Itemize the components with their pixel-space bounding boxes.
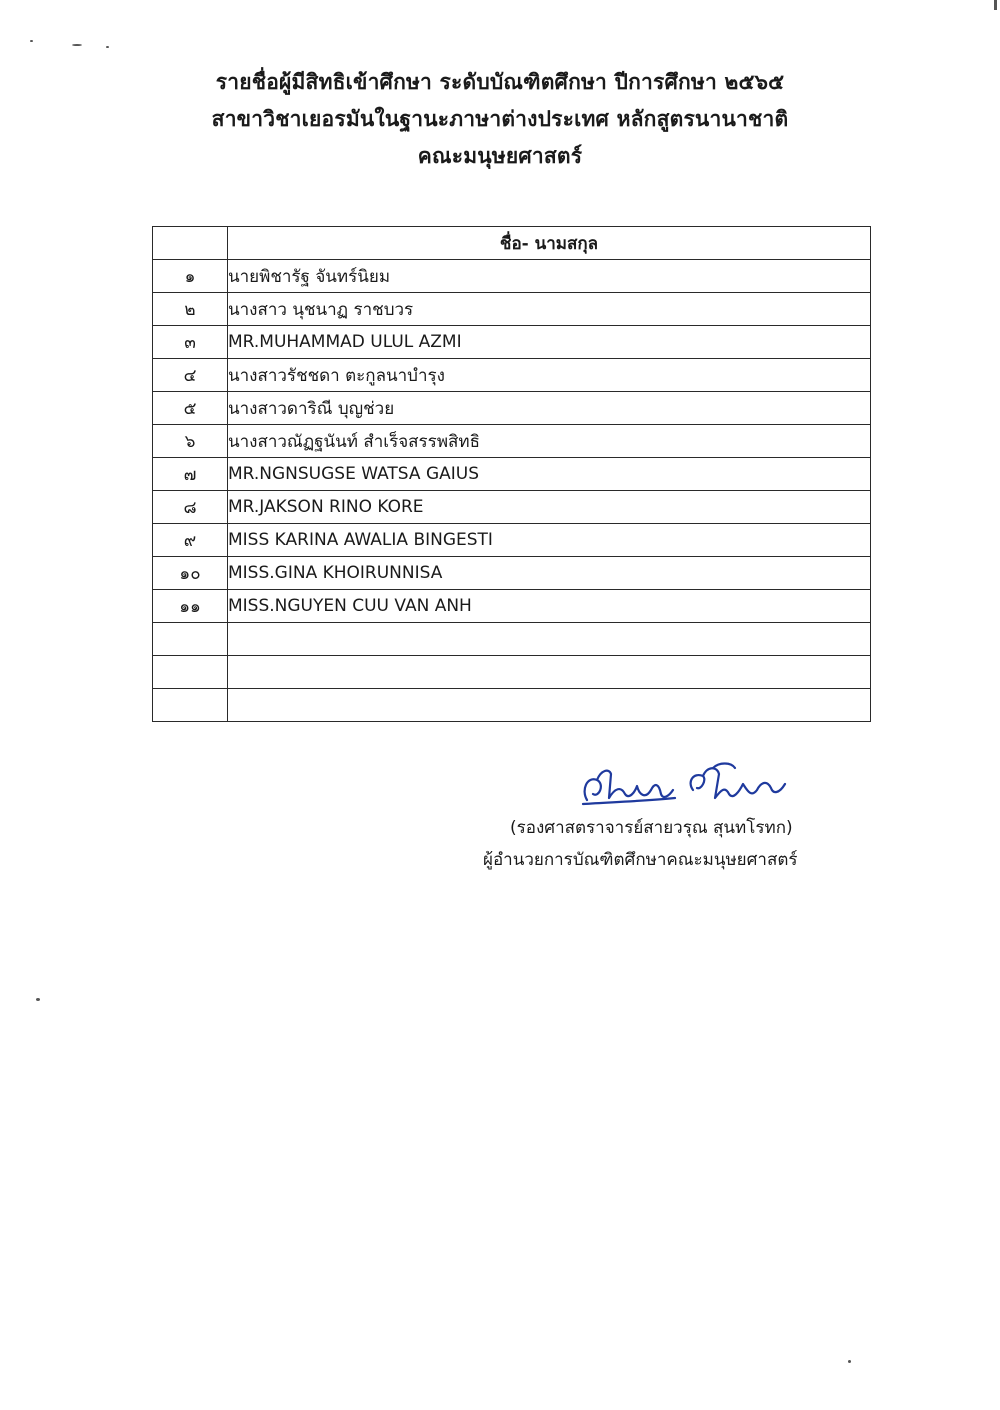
row-number: ๑๑ [153,590,228,623]
table-row [153,491,871,524]
row-number: ๙ [153,524,228,557]
name-column-header: ชื่อ- นามสกุล [228,227,871,260]
scan-speck [36,998,40,1001]
empty-table-row [153,623,871,656]
table-row [153,392,871,425]
table-row [153,425,871,458]
row-number: ๕ [153,392,228,425]
row-name: MR.NGNSUGSE WATSA GAIUS [228,458,871,491]
row-number: ๓ [153,326,228,359]
row-number: ๘ [153,491,228,524]
scan-speck [848,1360,851,1363]
empty-cell [153,623,228,656]
table-row [153,326,871,359]
table-row [153,458,871,491]
row-name: MISS KARINA AWALIA BINGESTI [228,524,871,557]
scan-speck [30,40,33,42]
row-number: ๖ [153,425,228,458]
row-name: นางสาวรัชชดา ตะกูลนาบำรุง [228,359,871,392]
number-column-header [153,227,228,260]
row-number: ๗ [153,458,228,491]
empty-cell [228,656,871,689]
row-name: MISS.NGUYEN CUU VAN ANH [228,590,871,623]
row-name: นางสาวณัฏฐนันท์ สำเร็จสรรพสิทธิ [228,425,871,458]
row-name: นายพิชารัฐ จันทร์นิยม [228,260,871,293]
row-number: ๑ [153,260,228,293]
row-name: MR.JAKSON RINO KORE [228,491,871,524]
document-title-line-3: คณะมนุษยศาสตร์ [417,144,583,168]
row-name: MR.MUHAMMAD ULUL AZMI [228,326,871,359]
empty-cell [228,623,871,656]
empty-table-row [153,656,871,689]
row-name: นางสาวดาริณี บุญช่วย [228,392,871,425]
empty-cell [153,656,228,689]
row-number: ๔ [153,359,228,392]
table-row [153,293,871,326]
document-title-line-2: สาขาวิชาเยอรมันในฐานะภาษาต่างประเทศ หลักสูตรนานาชาติ [211,107,789,131]
handwritten-signature [575,760,795,815]
scan-speck [994,0,997,10]
document-title-line-1: รายชื่อผู้มีสิทธิเข้าศึกษา ระดับบัณฑิตศึกษา ปีการศึกษา ๒๕๖๕ [215,70,785,94]
scan-speck [106,46,109,48]
table-row [153,359,871,392]
signatory-position: ผู้อำนวยการบัณฑิตศึกษาคณะมนุษยศาสตร์ [483,850,798,870]
table-row [153,590,871,623]
table-header-row [153,227,871,260]
table-row [153,524,871,557]
row-number: ๒ [153,293,228,326]
table-row [153,557,871,590]
scan-speck [72,44,82,46]
table-row [153,260,871,293]
signatory-name: (รองศาสตราจารย์สายวรุณ สุนทโรทก) [510,818,793,838]
empty-cell [153,689,228,722]
empty-table-row [153,689,871,722]
row-number: ๑๐ [153,557,228,590]
admission-list-table [152,226,871,722]
row-name: MISS.GINA KHOIRUNNISA [228,557,871,590]
empty-cell [228,689,871,722]
row-name: นางสาว นุชนาฏ ราชบวร [228,293,871,326]
